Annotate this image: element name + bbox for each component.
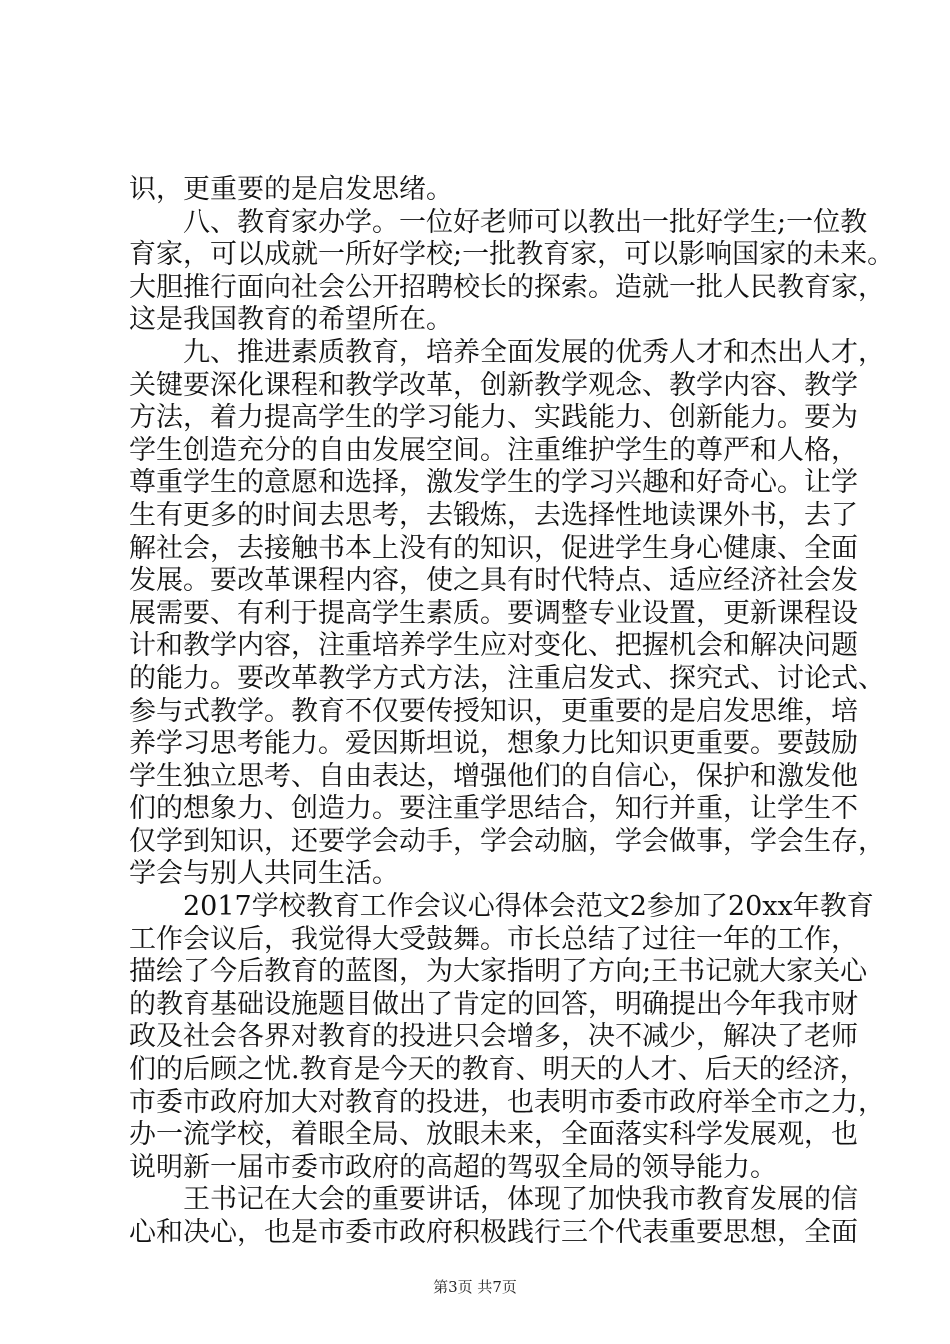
- text-line: 识，更重要的是启发思绪。: [129, 174, 453, 205]
- text-line: 工作会议后，我觉得大受鼓舞。市长总结了过往一年的工作，: [129, 923, 858, 955]
- page-number-footer: 第3页 共7页: [433, 1278, 517, 1296]
- text-line: 王书记在大会的重要讲话，体现了加快我市教育发展的信: [129, 1184, 858, 1216]
- text-line: 生有更多的时间去思考，去锻炼，去选择性地读课外书，去了: [129, 499, 858, 531]
- text-line: 学会与别人共同生活。: [129, 858, 399, 890]
- text-line: 展需要、有利于提高学生素质。要调整专业设置，更新课程设: [129, 597, 858, 629]
- text-line: 们的后顾之忧.教育是今天的教育、明天的人才、后天的经济，: [129, 1054, 867, 1086]
- text-line: 的能力。要改革教学方式方法，注重启发式、探究式、讨论式、: [129, 662, 885, 694]
- text-line: 描绘了今后教育的蓝图，为大家指明了方向;王书记就大家关心: [129, 956, 868, 988]
- text-line: 政及社会各界对教育的投进只会增多，决不减少，解决了老师: [129, 1021, 858, 1053]
- text-line: 说明新一届市委市政府的高超的驾驭全局的领导能力。: [129, 1151, 777, 1183]
- text-line: 关键要深化课程和教学改革，创新教学观念、教学内容、教学: [129, 369, 858, 401]
- body-text: [129, 174, 895, 1250]
- text-line: 发展。要改革课程内容，使之具有时代特点、适应经济社会发: [129, 565, 858, 597]
- text-line: 这是我国教育的希望所在。: [129, 304, 453, 336]
- text-line: 九、推进素质教育，培养全面发展的优秀人才和杰出人才，: [129, 336, 885, 368]
- text-line: 育家，可以成就一所好学校;一批教育家，可以影响国家的未来。: [129, 239, 895, 271]
- text-line: 八、教育家办学。一位好老师可以教出一批好学生;一位教: [129, 206, 868, 238]
- text-line: 心和决心，也是市委市政府积极践行三个代表重要思想，全面: [129, 1217, 858, 1248]
- text-line: 参与式教学。教育不仅要传授知识，更重要的是启发思维，培: [129, 695, 858, 727]
- text-line: 仅学到知识，还要学会动手，学会动脑，学会做事，学会生存，: [129, 825, 885, 857]
- text-line: 学生独立思考、自由表达，增强他们的自信心，保护和激发他: [129, 760, 858, 792]
- text-line: 市委市政府加大对教育的投进，也表明市委市政府举全市之力，: [129, 1086, 885, 1118]
- text-line: 们的想象力、创造力。要注重学思结合，知行并重，让学生不: [129, 793, 858, 825]
- text-line: 学生创造充分的自由发展空间。注重维护学生的尊严和人格，: [129, 434, 858, 466]
- text-line: 养学习思考能力。爱因斯坦说，想象力比知识更重要。要鼓励: [129, 728, 858, 760]
- text-line: 办一流学校，着眼全局、放眼未来，全面落实科学发展观，也: [129, 1119, 858, 1151]
- text-line: 2017学校教育工作会议心得体会范文2参加了20xx年教育: [129, 891, 874, 923]
- text-line: 大胆推行面向社会公开招聘校长的探索。造就一批人民教育家，: [129, 271, 885, 303]
- text-line: 方法，着力提高学生的学习能力、实践能力、创新能力。要为: [129, 402, 858, 434]
- text-line: 计和教学内容，注重培养学生应对变化、把握机会和解决问题: [129, 630, 858, 662]
- text-line: 解社会，去接触书本上没有的知识，促进学生身心健康、全面: [129, 532, 858, 564]
- text-line: 尊重学生的意愿和选择，激发学生的学习兴趣和好奇心。让学: [129, 467, 858, 499]
- text-line: 的教育基础设施题目做出了肯定的回答，明确提出今年我市财: [129, 988, 858, 1020]
